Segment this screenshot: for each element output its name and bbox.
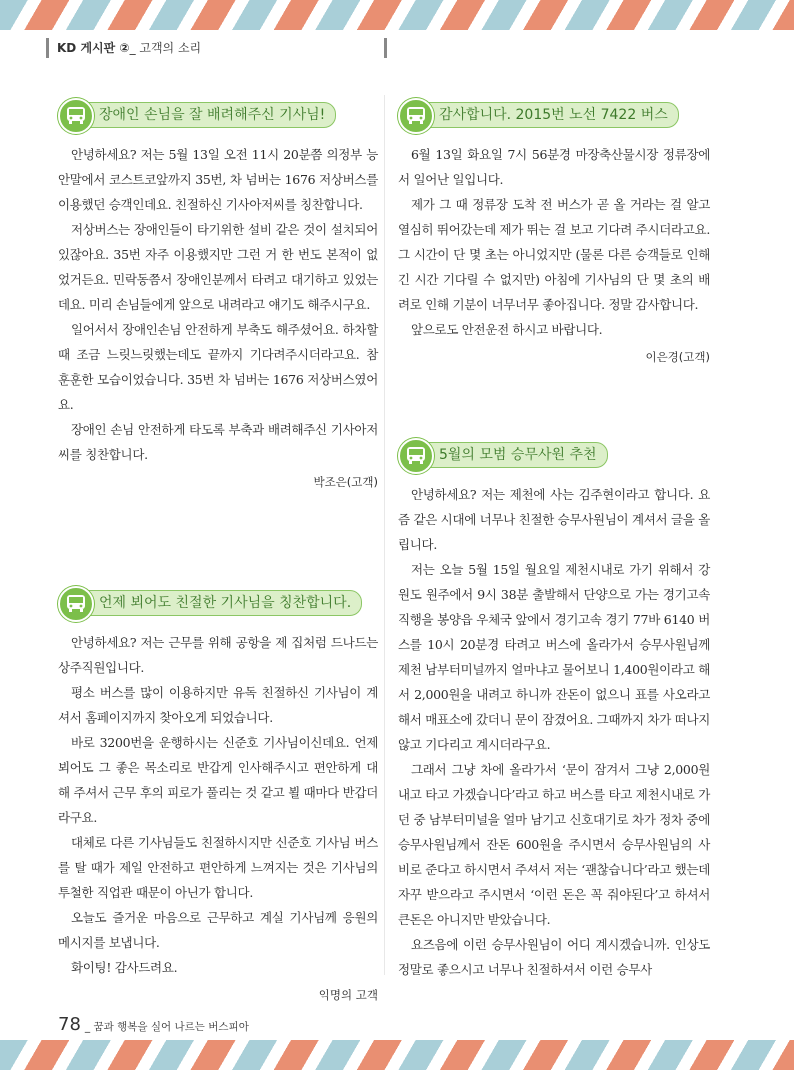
column-divider — [384, 95, 385, 975]
article-title-bar — [58, 588, 378, 618]
article-paragraph: 일어서서 장애인손님 안전하게 부축도 해주셨어요. 하차할 때 조금 느릿느릿했는데도 끝까지 기다려주시더라고요. 참 훈훈한 모습이었습니다. 35번 차 넘버는 1676 저상버스였어요. — [58, 322, 378, 412]
article-title-bar — [398, 100, 710, 130]
bus-icon — [398, 98, 434, 134]
header-section: KD 게시판 ② — [57, 41, 130, 55]
footer-caption: _ 꿈과 행복을 실어 나르는 버스피아 — [84, 1021, 249, 1033]
article-paragraph: 안녕하세요? 저는 근무를 위해 공항을 제 집처럼 드나드는 상주직원입니다. — [58, 635, 378, 675]
article-title: 장애인 손님을 잘 배려해주신 기사님! — [80, 102, 336, 128]
article-paragraph: 안녕하세요? 저는 제천에 사는 김주현이라고 합니다. 요즘 같은 시대에 너무나 친절한 승무사원님이 계셔서 글을 올립니다. — [398, 487, 710, 552]
article-title: 언제 뵈어도 친절한 기사님을 칭찬합니다. — [80, 590, 362, 616]
page-header — [46, 38, 201, 58]
article-paragraph: 제가 그 때 정류장 도착 전 버스가 곧 올 거라는 걸 알고 열심히 뛰어갔는데 제가 뛰는 걸 보고 기다려 주시더라고요. 그 시간이 단 몇 초는 아니었지만 (물론 다른 승객들로 인해 긴 시간 기다릴 수 없지만) 아침에 기사님의 단 몇 초의 배려로 인해 기분이 너무너무 좋아집니다. 정말 감사합니다. — [398, 197, 710, 312]
bus-icon — [398, 438, 434, 474]
page-number: 78 — [58, 1014, 81, 1035]
bus-icon — [58, 586, 94, 622]
article-paragraph: 평소 버스를 많이 이용하지만 유독 친절하신 기사님이 계셔서 홈페이지까지 찾아오게 되었습니다. — [58, 685, 378, 725]
article-paragraph: 저상버스는 장애인들이 타기위한 설비 같은 것이 설치되어있잖아요. 35번 자주 이용했지만 그런 거 한 번도 본적이 없었거든요. 민락동쯤서 장애인분께서 타려고 대기하고 있었는데요. 미리 손님들에게 앞으로 내려라고 얘기도 해주시구요. — [58, 222, 378, 312]
article-paragraph: 그래서 그냥 차에 올라가서 ‘문이 잠겨서 그냥 2,000원 내고 타고 가겠습니다’라고 하고 버스를 타고 제천시내로 가던 중 남부터미널을 얼마 남기고 신호대기로 차가 정차 중에 승무사원님께서 잔돈 600원을 주시면서 승무사원님의 사비로 준다고 하시면서 주셔서 저는 ‘괜찮습니다’라고 했는데 자꾸 받으라고 주시면서 ‘이런 돈은 꼭 줘야된다’고 하셔서 큰돈은 아니지만 받았습니다. — [398, 762, 710, 927]
article-paragraph: 6월 13일 화요일 7시 56분경 마장축산물시장 정류장에서 일어난 일입니다. — [398, 147, 710, 187]
page-footer — [58, 1014, 249, 1035]
article-paragraph: 장애인 손님 안전하게 타도록 부축과 배려해주신 기사아저씨를 칭찬합니다. — [58, 422, 378, 462]
header-divider — [384, 38, 387, 58]
article-author: 박조은(고객) — [313, 475, 378, 489]
article-1 — [58, 100, 378, 495]
bottom-decorative-stripe — [0, 1040, 794, 1070]
article-paragraph: 안녕하세요? 저는 5월 13일 오전 11시 20분쯤 의정부 능안말에서 코스트코앞까지 35번, 차 넘버는 1676 저상버스를 이용했던 승객인데요. 친절하신 기사아저씨를 칭찬합니다. — [58, 147, 378, 212]
article-3 — [398, 100, 710, 370]
article-title: 5월의 모범 승무사원 추천 — [420, 442, 608, 468]
article-title: 감사합니다. 2015번 노선 7422 버스 — [420, 102, 679, 128]
header-subtitle: _ 고객의 소리 — [129, 41, 202, 55]
article-title-bar — [398, 440, 710, 470]
article-paragraph: 저는 오늘 5월 15일 월요일 제천시내로 가기 위해서 강원도 원주에서 9시 38분 출발해서 단양으로 가는 경기고속 직행을 봉양읍 우체국 앞에서 경기고속 경기 77바 6140 버스를 10시 20분경 타려고 버스에 올라가서 승무사원님께 제천 남부터미널까지 얼마냐고 물어보니 1,400원이라고 해서 2,000원을 내려고 하니까 잔돈이 없으니 표를 사오라고 해서 매표소에 갔더니 문이 잠겼어요. 그때까지 차가 떠나지 않고 기다리고 계시더라구요. — [398, 562, 710, 752]
article-paragraph: 화이팅! 감사드려요. — [71, 960, 178, 975]
article-paragraph: 요즈음에 이런 승무사원님이 어디 계시겠습니까. 인상도 정말로 좋으시고 너무나 친절하셔서 이런 승무사 — [398, 937, 710, 977]
article-author: 이은경(고객) — [645, 350, 710, 364]
article-paragraph: 오늘도 즐거운 마음으로 근무하고 계실 기사님께 응원의 메시지를 보냅니다. — [58, 910, 378, 950]
article-paragraph: 앞으로도 안전운전 하시고 바랍니다. — [411, 322, 603, 337]
bus-icon — [58, 98, 94, 134]
article-author: 익명의 고객 — [318, 988, 378, 1002]
article-title-bar — [58, 100, 378, 130]
article-paragraph: 바로 3200번을 운행하시는 신준호 기사님이신데요. 언제 뵈어도 그 좋은 목소리로 반갑게 인사해주시고 편안하게 대해 주셔서 근무 후의 피로가 풀리는 것 같고 뵐 때마다 반갑더라구요. — [58, 735, 378, 825]
article-paragraph: 대체로 다른 기사님들도 친절하시지만 신준호 기사님 버스를 탈 때가 제일 안전하고 편안하게 느껴지는 것은 기사님의 투철한 직업관 때문이 아닌가 합니다. — [58, 835, 378, 900]
article-4 — [398, 440, 710, 982]
article-2 — [58, 588, 378, 1008]
top-decorative-stripe — [0, 0, 794, 30]
